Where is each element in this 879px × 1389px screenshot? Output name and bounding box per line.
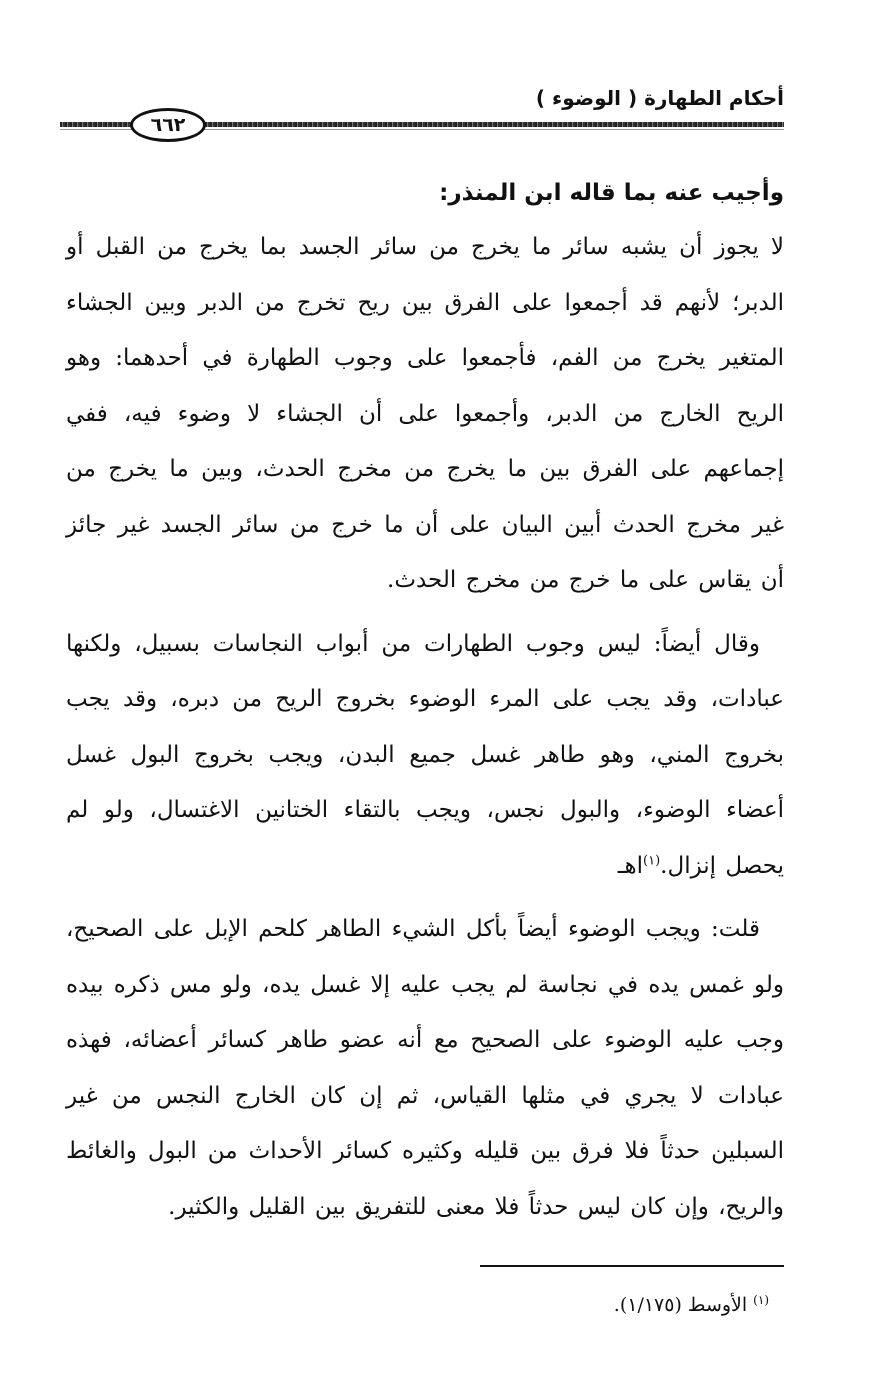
footnote-separator xyxy=(480,1265,784,1267)
footnote-number: (١) xyxy=(753,1292,769,1307)
page-number: ٦٦٢ xyxy=(130,108,206,142)
footnote xyxy=(614,1290,769,1320)
footnote-text: الأوسط (١/١٧٥). xyxy=(613,1294,748,1316)
paragraph-quote-2-suffix: اهـ xyxy=(617,852,644,879)
footnote-reference[interactable]: (١) xyxy=(643,852,661,868)
running-header xyxy=(60,80,784,140)
paragraph-quote-2 xyxy=(66,617,784,895)
paragraph-quote-2-text: وقال أيضاً: ليس وجوب الطهارات من أبواب النجاسات بسبيل، ولكنها عبادات، وقد يجب على المرء الوضوء بخروج الريح من دبره، وقد يجب بخروج المني، وهو طاهر غسل جميع البدن، ويجب بخروج البول غسل أعضاء الوضوء، والبول نجس، ويجب بالتقاء الختانين الاغتسال، ولو لم يحصل إنزال. xyxy=(66,630,784,879)
paragraph-author-comment: قلت: ويجب الوضوء أيضاً بأكل الشيء الطاهر كلحم الإبل على الصحيح، ولو غمس يده في نجاسة لم يجب عليه إلا غسل يده، ولو مس ذكره بيده وجب عليه الوضوء على الصحيح مع أنه عضو طاهر كسائر أعضائه، فهذه عبادات لا يجري في مثلها القياس، ثم إن كان الخارج النجس من غير السبلين حدثاً فلا فرق بين قليله وكثيره كسائر الأحداث من البول والغائط والريح، وإن كان ليس حدثاً فلا معنى للتفريق بين القليل والكثير. xyxy=(66,916,784,1220)
paragraph-quote-1: لا يجوز أن يشبه سائر ما يخرج من سائر الجسد بما يخرج من القبل أو الدبر؛ لأنهم قد أجمعوا على الفرق بين ريح تخرج من الدبر وبين الجشاء المتغير يخرج من الفم، فأجمعوا على وجوب الطهارة في أحدهما: وهو الريح الخارج من الدبر، وأجمعوا على أن الجشاء لا وضوء فيه، ففي إجماعهم على الفرق بين ما يخرج من مخرج الحدث، وبين ما يخرج من غير مخرج الحدث أبين البيان على أن ما خرج من سائر الجسد غير جائز أن يقاس على ما خرج من مخرج الحدث. xyxy=(66,234,784,593)
section-heading: وأجيب عنه بما قاله ابن المنذر: xyxy=(439,180,784,206)
header-title: أحكام الطهارة ( الوضوء ) xyxy=(535,86,784,110)
main-text xyxy=(66,170,784,1235)
